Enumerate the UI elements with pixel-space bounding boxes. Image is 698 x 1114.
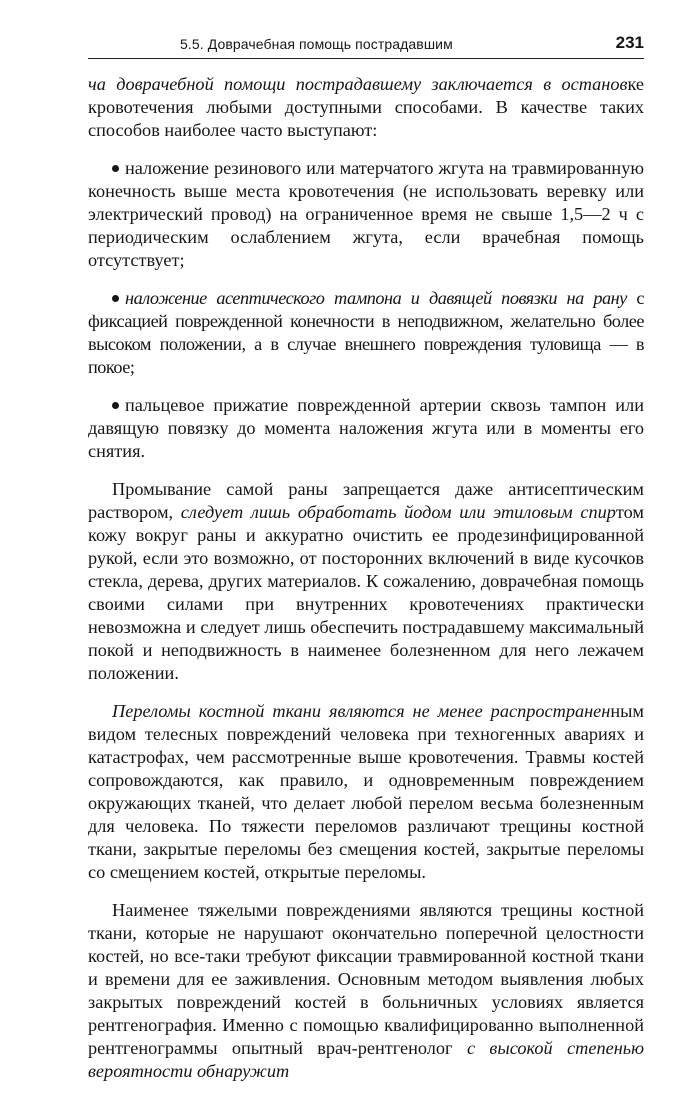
intro-rest-text: ке кровотечения любыми доступными способами. В качестве таких способов наиболее часто выступают:: [88, 74, 644, 140]
running-title: 5.5. Доврачебная помощь пострадавшим: [180, 36, 453, 52]
page-number: 231: [615, 33, 644, 52]
paragraph-wound-washing: [88, 478, 644, 685]
paragraph-text: том кожу вокруг раны и аккуратно очистить ее продезинфицированной рукой, если это возможно, от посторонних включений в виде кусочков стекла, дерева, других материалов. К сожалению, доврачебная помощь своими силами при внутренних кровотечениях практически невозможна и следует лишь обеспечить пострадавшему максимальный покой и неподвижность в наименее болезненном для него лежачем положении.: [88, 502, 644, 683]
intro-paragraph: [88, 73, 644, 142]
bullet-text-2: с фиксацией поврежденной конечности в неподвижном, желательно более высоком положении, а в случае внешнего повреждения туловища — в покое;: [88, 288, 644, 377]
bullet-icon: [112, 402, 119, 409]
list-item: [88, 287, 644, 379]
paragraph-text: Наименее тяжелыми повреждениями являются трещины костной ткани, которые не нарушают окончательно поперечной целостности костей, но все-таки требуют фиксации травмированной костной ткани и времени для ее заживления. Основным методом выявления любых закрытых повреждений костей в больничных условиях является рентгенография. Именно с помощью квалифицированно выполненной рентгенограммы опытный врач-рентгенолог: [88, 900, 644, 1058]
paragraph-fractures: [88, 700, 644, 884]
body-text: [88, 73, 644, 1083]
paragraph-italic-text: с высокой степенью вероятности обнаружит: [88, 1038, 644, 1081]
page-header: [88, 28, 644, 59]
paragraph-bone-cracks: [88, 899, 644, 1083]
bullet-icon: [112, 165, 119, 172]
list-item: [88, 394, 644, 463]
bullet-italic-text-2: наложение асептического тампона и давящей повязки на рану: [125, 288, 627, 308]
paragraph-text: ным видом телесных повреждений человека при техногенных авариях и катастрофах, чем рассмотренные выше кровотечения. Травмы костей сопровождаются, как правило, и одновременным повреждением окружающих тканей, что делает любой перелом весьма болезненным для человека. По тяжести переломов различают трещины костной ткани, закрытые переломы без смещения костей, закрытые переломы со смещением костей, открытые переломы.: [88, 701, 644, 882]
list-item: [88, 157, 644, 272]
intro-italic-text: ча доврачебной помощи пострадавшему заключается в останов: [88, 74, 628, 94]
bullet-text-1: наложение резинового или матерчатого жгута на травмированную конечность выше места кровотечения (не использовать веревку или электрический провод) на ограниченное время не свыше 1,5—2 ч с периодическим ослаблением жгута, если врачебная помощь отсутствует;: [88, 158, 644, 270]
book-page: [88, 28, 644, 1098]
paragraph-italic-text: следует лишь обработать йодом или этиловым спир: [180, 502, 616, 522]
bullet-icon: [112, 295, 119, 302]
bullet-text-3: пальцевое прижатие поврежденной артерии сквозь тампон или давящую повязку до момента наложения жгута или в моменты его снятия.: [88, 395, 644, 461]
paragraph-text: Промывание самой раны запрещается даже антисептическим раствором,: [88, 479, 644, 522]
paragraph-italic-text: Переломы костной ткани являются не менее распространен: [112, 701, 611, 721]
